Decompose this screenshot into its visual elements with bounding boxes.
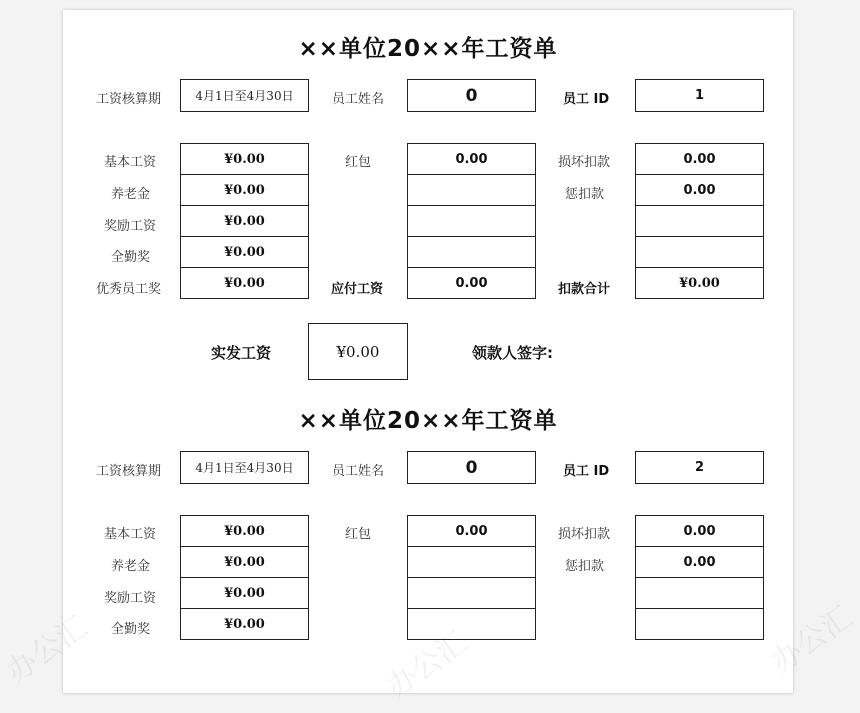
deduct-label: 惩扣款: [565, 559, 605, 574]
mid-values-column: [407, 143, 536, 299]
income-label: 全勤奖: [111, 250, 151, 265]
period-value[interactable]: 4月1日至4月30日: [180, 79, 309, 112]
bonus-label: 红包: [345, 527, 372, 542]
period-label: 工资核算期: [96, 92, 162, 107]
mid-value-cell[interactable]: 0.00: [407, 143, 536, 175]
signature-label: 领款人签字:: [472, 344, 553, 362]
deduct-value-cell[interactable]: [635, 205, 764, 237]
id-value[interactable]: 2: [635, 451, 764, 484]
income-label: 基本工资: [104, 155, 157, 170]
deduct-value-cell[interactable]: [635, 577, 764, 609]
deduct-value-cell[interactable]: 0.00: [635, 515, 764, 547]
mid-value-cell[interactable]: 0.00: [407, 515, 536, 547]
id-value[interactable]: 1: [635, 79, 764, 112]
period-label: 工资核算期: [96, 464, 162, 479]
id-label: 员工 ID: [563, 92, 610, 107]
income-value-cell[interactable]: ¥0.00: [180, 608, 309, 640]
deduct-label: 损坏扣款: [558, 155, 611, 170]
income-label: 养老金: [111, 559, 151, 574]
payslip-title: ××单位20××年工资单: [298, 36, 558, 62]
mid-value-cell[interactable]: [407, 236, 536, 268]
id-label: 员工 ID: [563, 464, 610, 479]
mid-value-cell[interactable]: [407, 577, 536, 609]
mid-value-cell[interactable]: [407, 546, 536, 578]
watermark: 办公汇: [380, 624, 474, 706]
name-label: 员工姓名: [332, 92, 385, 107]
mid-values-column: [407, 515, 536, 640]
income-value-cell[interactable]: ¥0.00: [180, 174, 309, 206]
period-value[interactable]: 4月1日至4月30日: [180, 451, 309, 484]
mid-value-cell[interactable]: [407, 174, 536, 206]
deduct-value-cell[interactable]: 0.00: [635, 143, 764, 175]
deduct-value-cell[interactable]: ¥0.00: [635, 267, 764, 299]
deduct-value-cell[interactable]: 0.00: [635, 174, 764, 206]
net-pay-label: 实发工资: [211, 344, 272, 362]
income-value-cell[interactable]: ¥0.00: [180, 143, 309, 175]
income-label: 奖励工资: [104, 591, 157, 606]
net-pay-value[interactable]: ¥0.00: [308, 323, 408, 380]
income-value-cell[interactable]: ¥0.00: [180, 515, 309, 547]
mid-value-cell[interactable]: 0.00: [407, 267, 536, 299]
income-values-column: [180, 515, 309, 640]
income-value-cell[interactable]: ¥0.00: [180, 546, 309, 578]
deduct-value-cell[interactable]: [635, 608, 764, 640]
deduct-label: 惩扣款: [565, 187, 605, 202]
income-label: 基本工资: [104, 527, 157, 542]
watermark: 办公汇: [0, 609, 94, 691]
income-value-cell[interactable]: ¥0.00: [180, 205, 309, 237]
income-value-cell[interactable]: ¥0.00: [180, 236, 309, 268]
income-values-column: [180, 143, 309, 299]
name-label: 员工姓名: [332, 464, 385, 479]
mid-value-cell[interactable]: [407, 205, 536, 237]
income-label: 优秀员工奖: [96, 282, 162, 297]
name-value[interactable]: 0: [407, 79, 536, 112]
deduct-value-cell[interactable]: 0.00: [635, 546, 764, 578]
payslip-title: ××单位20××年工资单: [298, 408, 558, 434]
deduct-values-column: [635, 515, 764, 640]
income-value-cell[interactable]: ¥0.00: [180, 267, 309, 299]
watermark: 办公汇: [765, 599, 859, 681]
income-label: 养老金: [111, 187, 151, 202]
deduct-total-label: 扣款合计: [558, 282, 611, 297]
income-label: 全勤奖: [111, 622, 151, 637]
name-value[interactable]: 0: [407, 451, 536, 484]
bonus-label: 红包: [345, 155, 372, 170]
deduct-value-cell[interactable]: [635, 236, 764, 268]
income-label: 奖励工资: [104, 219, 157, 234]
income-value-cell[interactable]: ¥0.00: [180, 577, 309, 609]
deduct-label: 损坏扣款: [558, 527, 611, 542]
payslip-sheet: [63, 10, 793, 693]
deduct-values-column: [635, 143, 764, 299]
payable-label: 应付工资: [331, 282, 384, 297]
